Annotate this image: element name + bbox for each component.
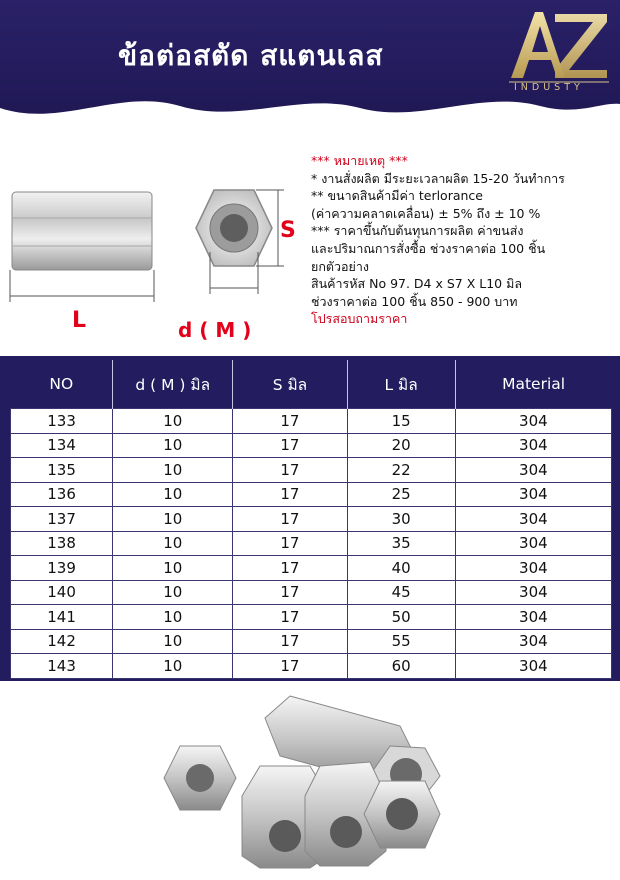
cell-s: 17: [233, 482, 347, 507]
table-row: [11, 433, 612, 458]
cell-material: 304: [455, 580, 611, 605]
cell-material: 304: [455, 409, 611, 434]
cell-s: 17: [233, 654, 347, 679]
cell-material: 304: [455, 507, 611, 532]
cell-d: 10: [113, 458, 233, 483]
cell-d: 10: [113, 654, 233, 679]
table-row: [11, 629, 612, 654]
table-body: [11, 409, 612, 679]
dimension-diagram: [0, 160, 310, 350]
col-header-l: L มิล: [347, 360, 455, 409]
notes-heading: *** หมายเหตุ ***: [311, 153, 408, 168]
col-header-d: d ( M ) มิล: [113, 360, 233, 409]
note-line: ช่วงราคาต่อ 100 ชิ้น 850 - 900 บาท: [311, 293, 518, 309]
cell-s: 17: [233, 629, 347, 654]
cell-d: 10: [113, 629, 233, 654]
cell-s: 17: [233, 433, 347, 458]
coupling-nuts-image: [150, 686, 480, 876]
page-title: ข้อต่อสตัด สแตนเลส: [118, 39, 384, 72]
label-d: d ( M ): [178, 318, 252, 342]
table-row: [11, 654, 612, 679]
cell-no: 140: [11, 580, 113, 605]
cell-no: 142: [11, 629, 113, 654]
cell-no: 134: [11, 433, 113, 458]
table-row: [11, 458, 612, 483]
table-row: [11, 482, 612, 507]
cell-s: 17: [233, 458, 347, 483]
cell-s: 17: [233, 580, 347, 605]
table-row: [11, 580, 612, 605]
cell-no: 138: [11, 531, 113, 556]
cell-l: 20: [347, 433, 455, 458]
col-header-no: NO: [11, 360, 113, 409]
label-s: S: [280, 218, 296, 243]
table-row: [11, 507, 612, 532]
col-header-s: S มิล: [233, 360, 347, 409]
product-photo: [150, 686, 480, 876]
label-l: L: [72, 308, 87, 333]
cell-material: 304: [455, 482, 611, 507]
cell-no: 137: [11, 507, 113, 532]
cell-material: 304: [455, 654, 611, 679]
table-row: [11, 531, 612, 556]
cell-material: 304: [455, 458, 611, 483]
cell-no: 136: [11, 482, 113, 507]
cell-d: 10: [113, 482, 233, 507]
table-row: [11, 556, 612, 581]
table-row: [11, 605, 612, 630]
cell-d: 10: [113, 409, 233, 434]
cell-d: 10: [113, 556, 233, 581]
spec-table: [10, 360, 612, 679]
cell-no: 143: [11, 654, 113, 679]
cell-l: 50: [347, 605, 455, 630]
note-line: และปริมาณการสั่งซื้อ ช่วงราคาต่อ 100 ชิ้น: [311, 240, 546, 256]
col-header-material: Material: [455, 360, 611, 409]
cell-l: 22: [347, 458, 455, 483]
cell-d: 10: [113, 433, 233, 458]
note-line: *** ราคาขึ้นกับต้นทุนการผลิต ค่าขนส่ง: [311, 223, 524, 239]
cell-d: 10: [113, 580, 233, 605]
logo-subtext: INDUSTY: [514, 82, 584, 93]
cell-no: 135: [11, 458, 113, 483]
cell-material: 304: [455, 531, 611, 556]
cell-l: 15: [347, 409, 455, 434]
cell-d: 10: [113, 507, 233, 532]
note-line: ** ขนาดสินค้ามีค่า terlorance: [311, 188, 483, 204]
cell-l: 25: [347, 482, 455, 507]
cell-no: 133: [11, 409, 113, 434]
note-line: สินค้ารหัส No 97. D4 x S7 X L10 มิล: [311, 276, 522, 292]
cell-s: 17: [233, 605, 347, 630]
note-line: ยกตัวอย่าง: [311, 258, 369, 274]
note-line: (ค่าความคลาดเคลื่อน) ± 5% ถึง ± 10 %: [311, 205, 541, 221]
header-banner: [0, 0, 620, 120]
cell-l: 35: [347, 531, 455, 556]
cell-l: 55: [347, 629, 455, 654]
cell-s: 17: [233, 409, 347, 434]
cell-d: 10: [113, 531, 233, 556]
cell-no: 141: [11, 605, 113, 630]
cell-s: 17: [233, 507, 347, 532]
cell-no: 139: [11, 556, 113, 581]
cell-s: 17: [233, 531, 347, 556]
coupling-nut-drawing: [0, 160, 310, 350]
cell-l: 45: [347, 580, 455, 605]
notes-footer: โปรสอบถามราคา: [311, 311, 408, 327]
table-header-row: [11, 360, 612, 409]
cell-material: 304: [455, 605, 611, 630]
cell-material: 304: [455, 433, 611, 458]
table-row: [11, 409, 612, 434]
cell-material: 304: [455, 629, 611, 654]
cell-l: 40: [347, 556, 455, 581]
cell-l: 30: [347, 507, 455, 532]
cell-d: 10: [113, 605, 233, 630]
cell-s: 17: [233, 556, 347, 581]
notes-block: [311, 152, 616, 328]
note-line: * งานสั่งผลิต มีระยะเวลาผลิต 15-20 วันทำการ: [311, 170, 565, 186]
cell-l: 60: [347, 654, 455, 679]
cell-material: 304: [455, 556, 611, 581]
